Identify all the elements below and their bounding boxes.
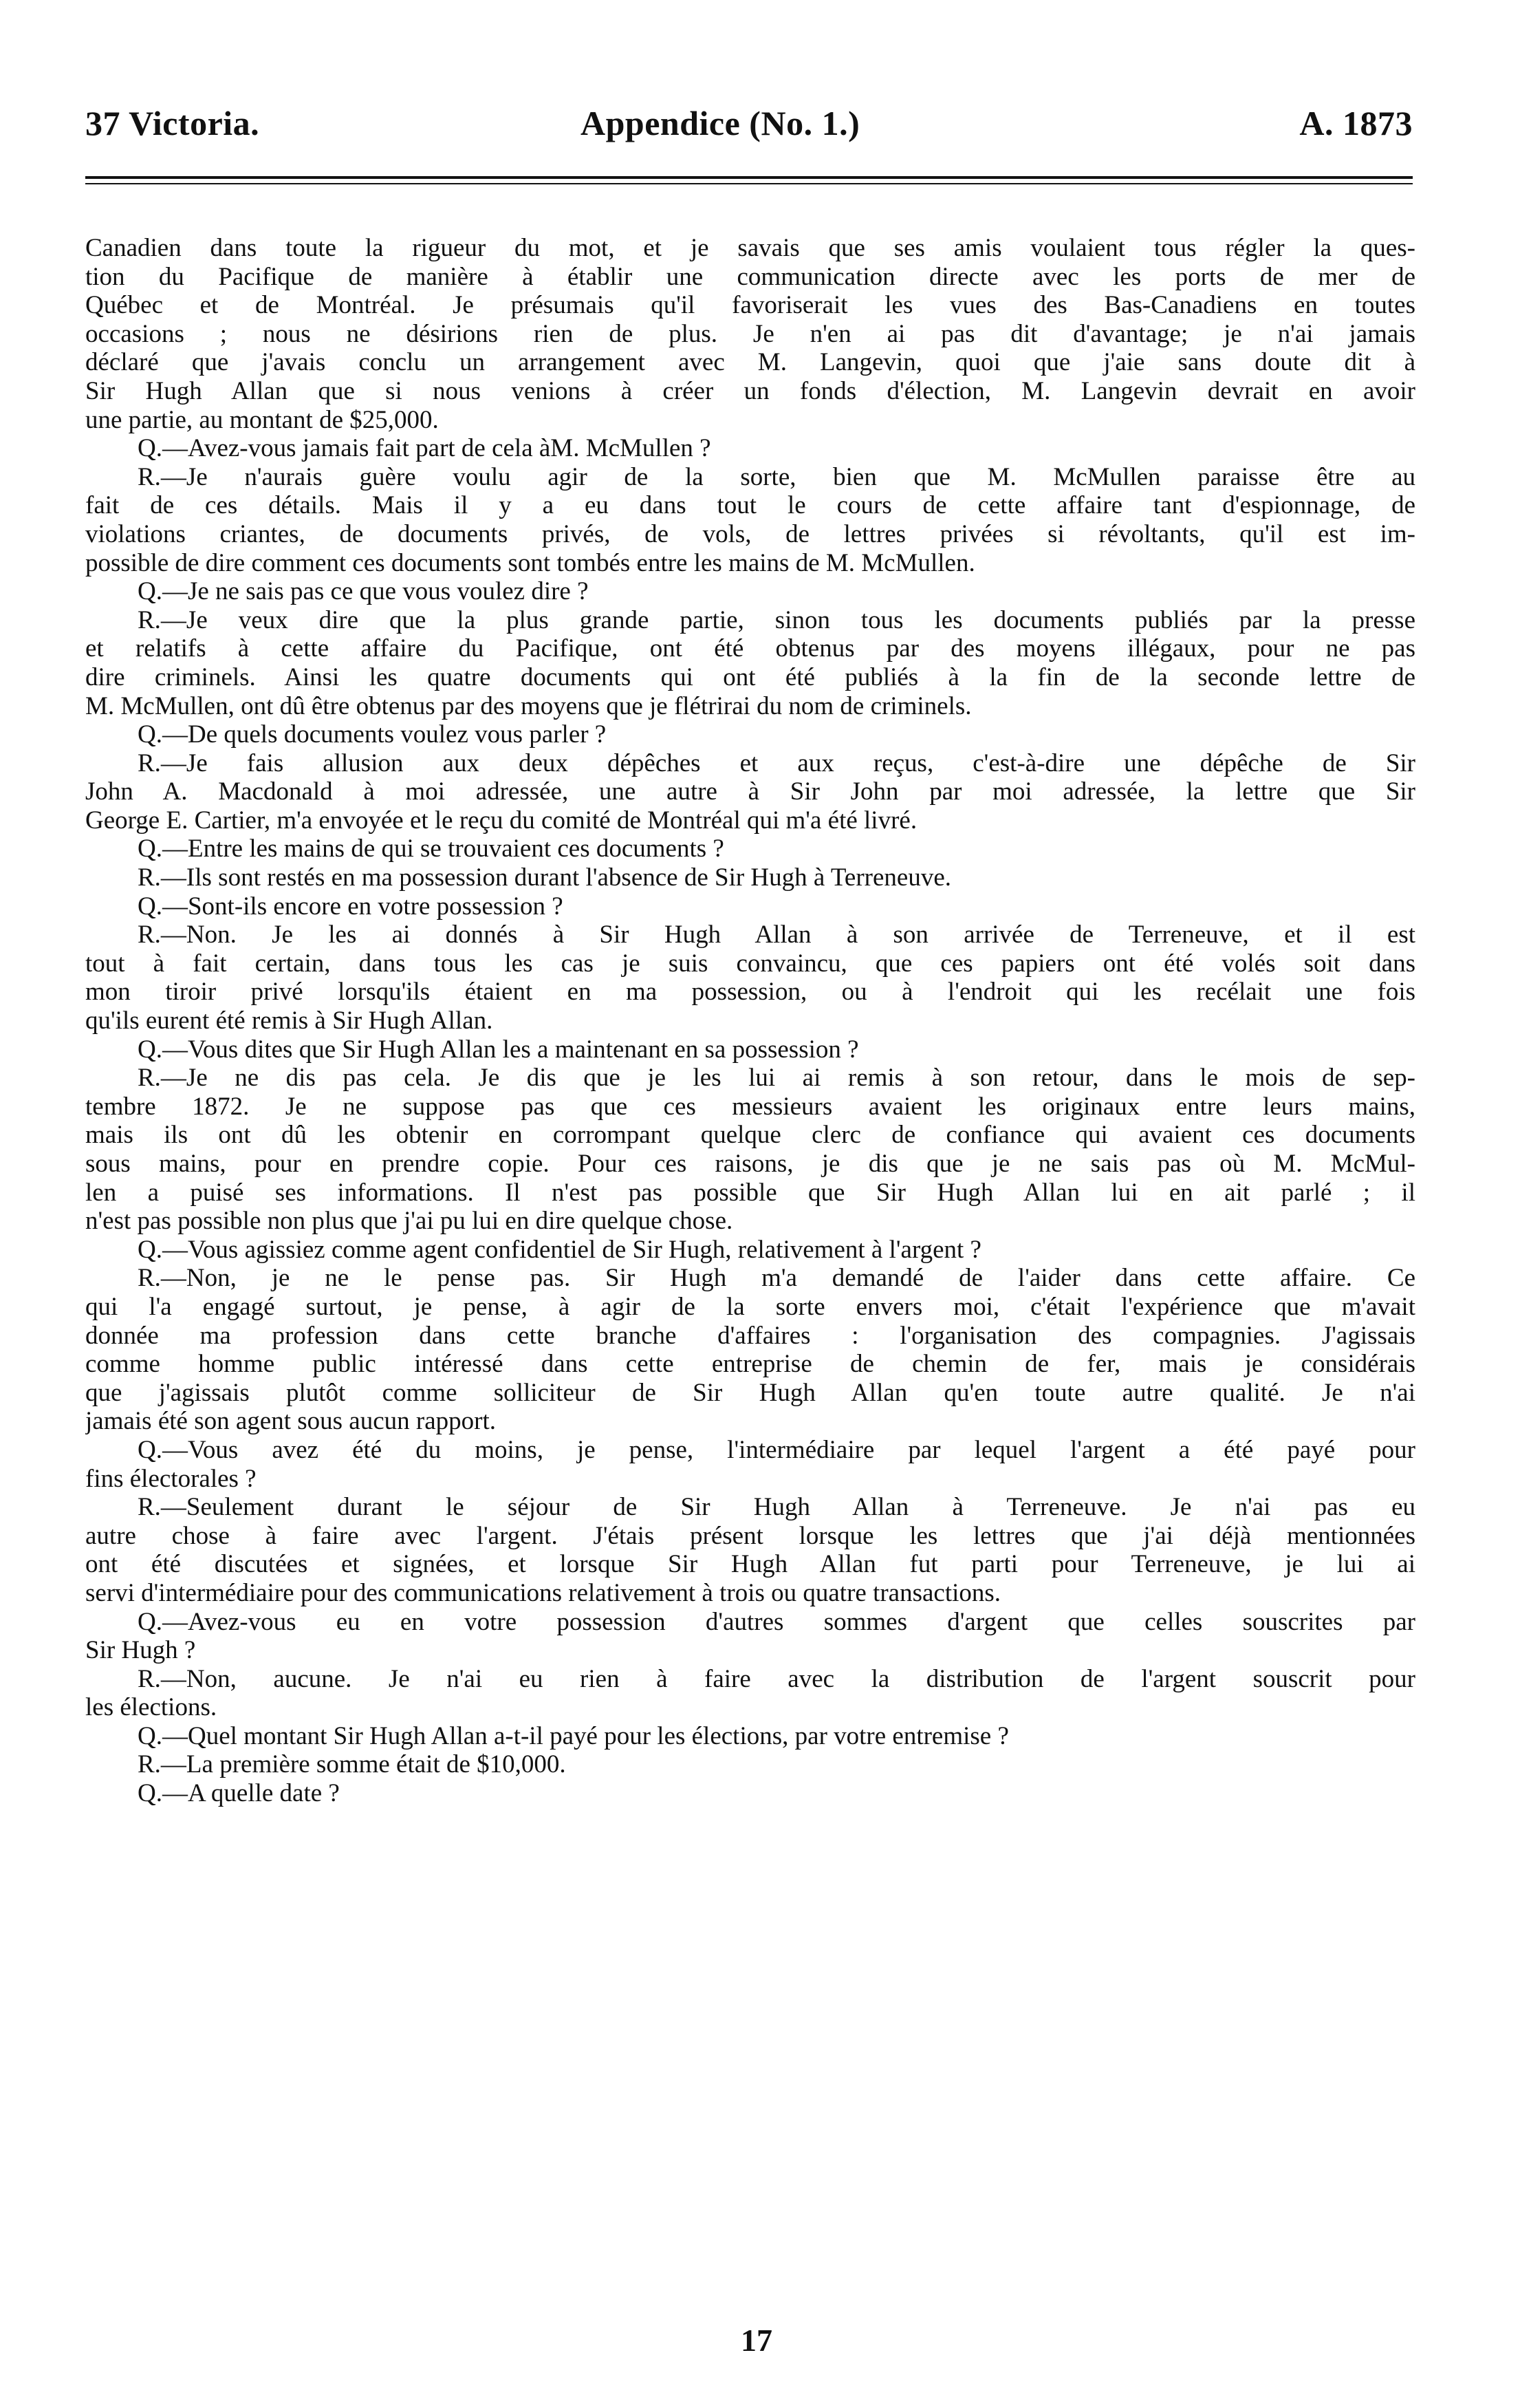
- text-line: R.—Je veux dire que la plus grande partie, sinon tous les documents publiés par la presse: [138, 605, 1415, 634]
- text-line: Q.—A quelle date ?: [138, 1779, 340, 1808]
- text-line: déclaré que j'avais conclu un arrangement avec M. Langevin, quoi que j'aie sans doute dit à: [85, 348, 1415, 377]
- text-line: Q.—Avez-vous eu en votre possession d'autres sommes d'argent que celles souscrites par: [138, 1607, 1415, 1636]
- text-line: donnée ma profession dans cette branche d'affaires : l'organisation des compagnies. J'agissais: [85, 1321, 1415, 1350]
- header-session: 37 Victoria.: [85, 104, 260, 142]
- text-line: autre chose à faire avec l'argent. J'étais présent lorsque les lettres que j'ai déjà mentionnées: [85, 1521, 1415, 1550]
- text-line: mon tiroir privé lorsqu'ils étaient en ma possession, ou à l'endroit qui les recélait une fois: [85, 978, 1415, 1007]
- body-text: [85, 234, 1415, 1808]
- text-line: tion du Pacifique de manière à établir une communication directe avec les ports de mer de: [85, 262, 1415, 291]
- text-line: Q.—Quel montant Sir Hugh Allan a-t-il payé pour les élections, par votre entremise ?: [138, 1721, 1009, 1750]
- text-line: mais ils ont dû les obtenir en corrompant quelque clerc de confiance qui avaient ces documents: [85, 1121, 1415, 1150]
- text-line: fins électorales ?: [85, 1464, 257, 1493]
- text-line: jamais été son agent sous aucun rapport.: [85, 1407, 496, 1436]
- text-line: fait de ces détails. Mais il y a eu dans tout le cours de cette affaire tant d'espionnage, de: [85, 491, 1415, 520]
- text-line: len a puisé ses informations. Il n'est pas possible que Sir Hugh Allan lui en ait parlé ; il: [85, 1178, 1415, 1207]
- text-line: une partie, au montant de $25,000.: [85, 405, 439, 434]
- text-line: possible de dire comment ces documents sont tombés entre les mains de M. McMullen.: [85, 548, 975, 577]
- text-line: ont été discutées et signées, et lorsque Sir Hugh Allan fut parti pour Terreneuve, je lui ai: [85, 1550, 1415, 1579]
- text-line: Sir Hugh ?: [85, 1636, 196, 1665]
- text-line: tembre 1872. Je ne suppose pas que ces messieurs avaient les originaux entre leurs mains,: [85, 1092, 1415, 1121]
- text-line: violations criantes, de documents privés, de vols, de lettres privées si révoltants, qu'il est im-: [85, 519, 1415, 548]
- text-line: tout à fait certain, dans tous les cas je suis convaincu, que ces papiers ont été volés soit dans: [85, 949, 1415, 978]
- text-line: R.—Je ne dis pas cela. Je dis que je les lui ai remis à son retour, dans le mois de sep-: [138, 1064, 1415, 1093]
- text-line: n'est pas possible non plus que j'ai pu lui en dire quelque chose.: [85, 1207, 733, 1236]
- text-line: R.—Je fais allusion aux deux dépêches et aux reçus, c'est-à-dire une dépêche de Sir: [138, 749, 1415, 777]
- text-line: Q.—Entre les mains de qui se trouvaient ces documents ?: [138, 835, 724, 863]
- header-rule-thick: [85, 176, 1413, 179]
- text-line: Q.—Vous agissiez comme agent confidentiel de Sir Hugh, relativement à l'argent ?: [138, 1235, 981, 1264]
- text-line: R.—Non, aucune. Je n'ai eu rien à faire avec la distribution de l'argent souscrit pour: [138, 1664, 1415, 1693]
- text-line: qui l'a engagé surtout, je pense, à agir de la sorte envers moi, c'était l'expérience que m'avait: [85, 1292, 1415, 1321]
- text-line: R.—Ils sont restés en ma possession durant l'absence de Sir Hugh à Terreneuve.: [138, 863, 952, 892]
- text-line: dire criminels. Ainsi les quatre documents qui ont été publiés à la fin de la seconde lettre de: [85, 663, 1415, 691]
- text-line: Sir Hugh Allan que si nous venions à créer un fonds d'élection, M. Langevin devrait en avoir: [85, 376, 1415, 405]
- header-year: A. 1873: [1299, 104, 1413, 142]
- text-line: R.—La première somme était de $10,000.: [138, 1750, 566, 1779]
- text-line: R.—Seulement durant le séjour de Sir Hugh Allan à Terreneuve. Je n'ai pas eu: [138, 1493, 1415, 1522]
- header-appendix: Appendice (No. 1.): [580, 104, 860, 142]
- running-header: [85, 103, 1413, 158]
- text-line: Q.—Vous dites que Sir Hugh Allan les a maintenant en sa possession ?: [138, 1035, 859, 1064]
- text-line: sous mains, pour en prendre copie. Pour ces raisons, je dis que je ne sais pas où M. McMul-: [85, 1150, 1415, 1178]
- header-rule-thin: [85, 183, 1413, 184]
- text-line: et relatifs à cette affaire du Pacifique, ont été obtenus par des moyens illégaux, pour ne pas: [85, 634, 1415, 663]
- text-line: Q.—Sont-ils encore en votre possession ?: [138, 892, 563, 921]
- text-line: R.—Non, je ne le pense pas. Sir Hugh m'a demandé de l'aider dans cette affaire. Ce: [138, 1264, 1415, 1293]
- text-line: Q.—De quels documents voulez vous parler ?: [138, 720, 607, 749]
- text-line: George E. Cartier, m'a envoyée et le reçu du comité de Montréal qui m'a été livré.: [85, 806, 918, 835]
- text-line: Canadien dans toute la rigueur du mot, et je savais que ses amis voulaient tous régler la ques-: [85, 234, 1415, 262]
- text-line: Q.—Je ne sais pas ce que vous voulez dire ?: [138, 577, 589, 606]
- text-line: Q.—Avez-vous jamais fait part de cela àM. McMullen ?: [138, 434, 711, 463]
- text-line: R.—Non. Je les ai donnés à Sir Hugh Allan à son arrivée de Terreneuve, et il est: [138, 921, 1415, 949]
- text-line: servi d'intermédiaire pour des communications relativement à trois ou quatre transactions.: [85, 1578, 1001, 1607]
- text-line: comme homme public intéressé dans cette entreprise de chemin de fer, mais je considérais: [85, 1350, 1415, 1379]
- text-line: R.—Je n'aurais guère voulu agir de la sorte, bien que M. McMullen paraisse être au: [138, 462, 1415, 491]
- text-line: les élections.: [85, 1693, 217, 1722]
- text-line: que j'agissais plutôt comme solliciteur de Sir Hugh Allan qu'en toute autre qualité. Je n'ai: [85, 1378, 1415, 1407]
- page-number: 17: [741, 2323, 772, 2358]
- text-line: M. McMullen, ont dû être obtenus par des moyens que je flétrirai du nom de criminels.: [85, 691, 972, 720]
- text-line: John A. Macdonald à moi adressée, une autre à Sir John par moi adressée, la lettre que Sir: [85, 777, 1415, 806]
- text-line: qu'ils eurent été remis à Sir Hugh Allan.: [85, 1007, 493, 1035]
- text-line: Québec et de Montréal. Je présumais qu'il favoriserait les vues des Bas-Canadiens en toutes: [85, 291, 1415, 320]
- text-line: occasions ; nous ne désirions rien de plus. Je n'en ai pas dit d'avantage; je n'ai jamais: [85, 319, 1415, 348]
- text-line: Q.—Vous avez été du moins, je pense, l'intermédiaire par lequel l'argent a été payé pour: [138, 1435, 1415, 1464]
